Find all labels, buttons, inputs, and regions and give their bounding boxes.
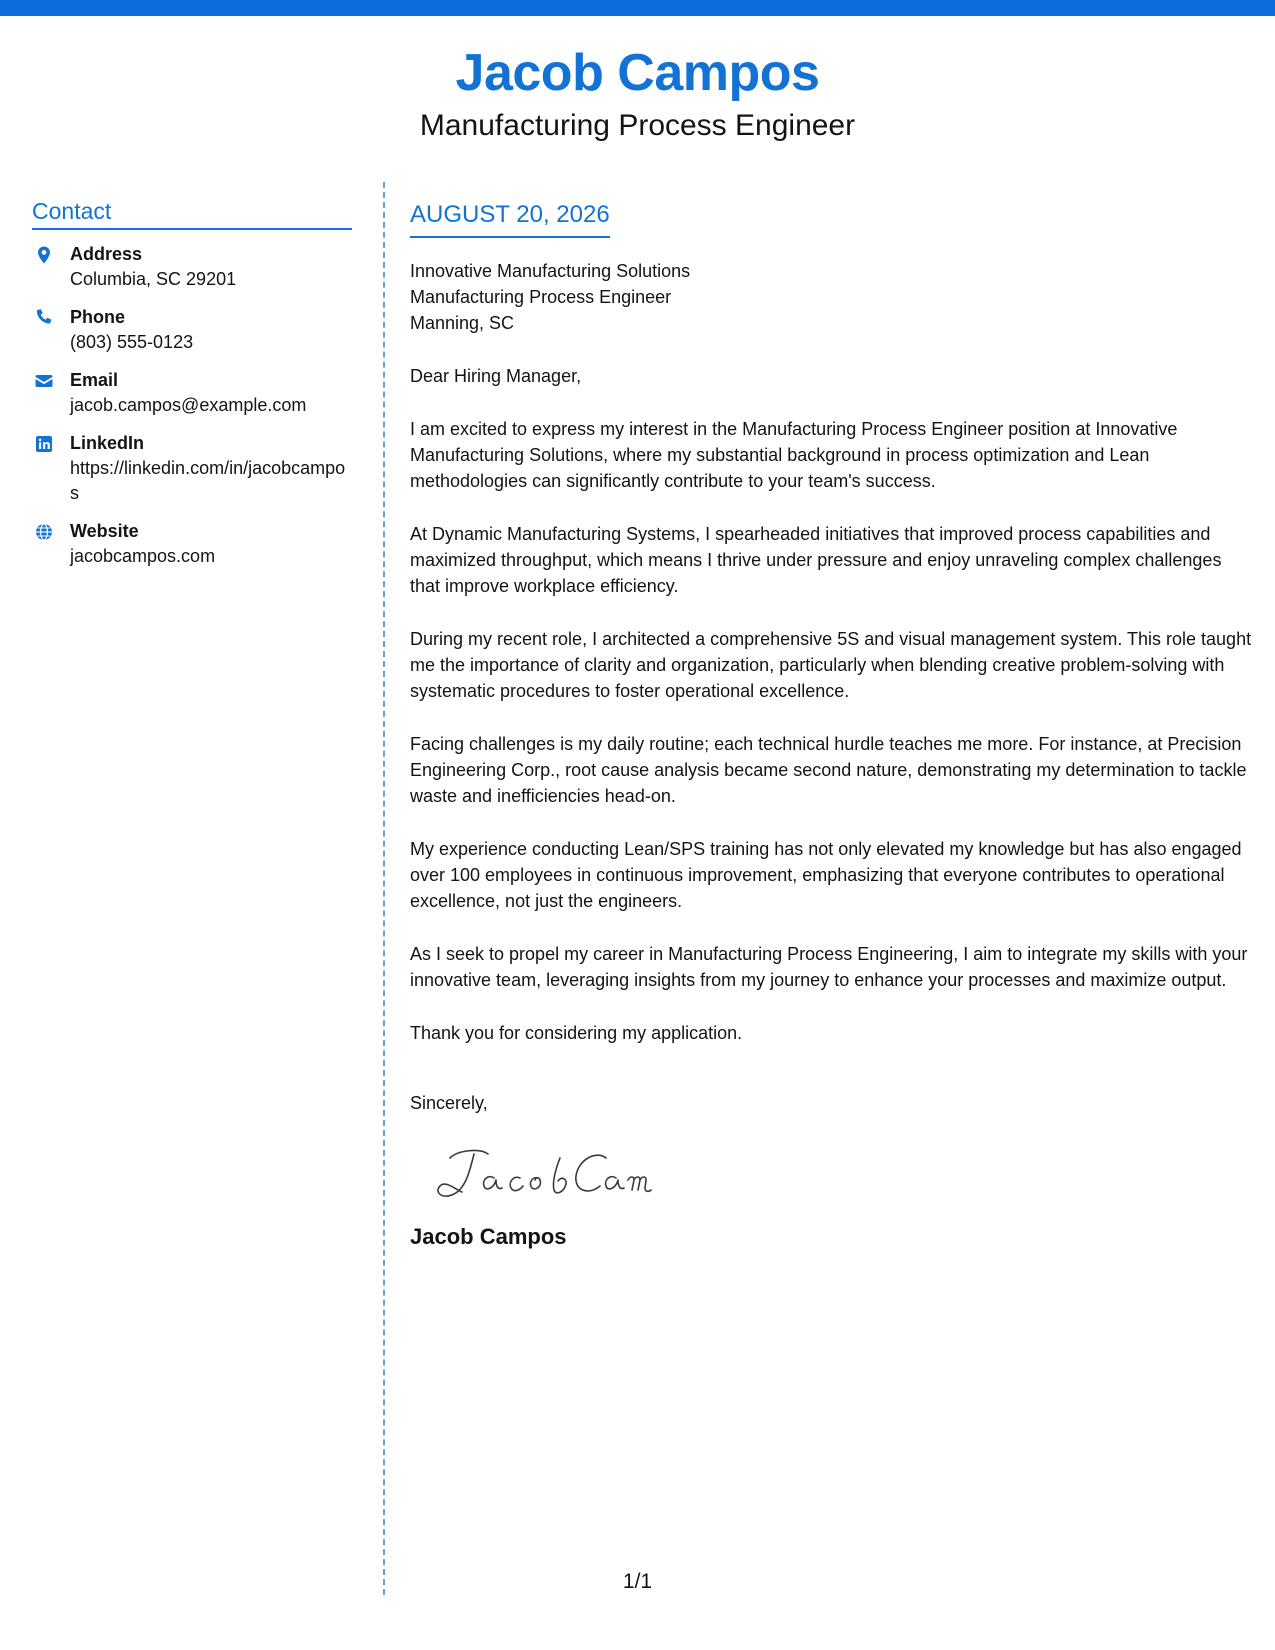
- signature: [410, 1136, 1255, 1216]
- contact-list: [32, 242, 352, 569]
- contact-label: Phone: [70, 307, 126, 327]
- signer-name: Jacob Campos: [410, 1224, 567, 1249]
- contact-item-linkedin: [32, 431, 352, 506]
- contact-value: jacob.campos@example.com: [70, 395, 307, 415]
- page-number: 1/1: [622, 1570, 653, 1593]
- contact-value: Columbia, SC 29201: [70, 269, 237, 289]
- contact-label: LinkedIn: [70, 433, 145, 453]
- contact-item-phone: [32, 305, 352, 355]
- letter-body: [410, 198, 1255, 1250]
- contact-item-email: [32, 368, 352, 418]
- top-accent-bar: [0, 0, 1275, 16]
- contact-item-address: [32, 242, 352, 292]
- contact-label: Email: [70, 370, 119, 390]
- body-paragraph: Thank you for considering my application.: [410, 1023, 743, 1043]
- signature-image: [410, 1136, 670, 1216]
- closing: Sincerely,: [410, 1093, 488, 1113]
- applicant-title: Manufacturing Process Engineer: [419, 109, 856, 142]
- globe-icon: [34, 522, 54, 542]
- contact-value: (803) 555-0123: [70, 332, 194, 352]
- body-paragraph: Facing challenges is my daily routine; each technical hurdle teaches me more. For instance, at Precision Engineering Corp., root cause analysis became second nature, demonstrating my determination to tackle waste and inefficiencies head-on.: [410, 734, 1247, 806]
- body-paragraph: As I seek to propel my career in Manufacturing Process Engineering, I aim to integrate my skills with your innovative team, leveraging insights from my journey to enhance your processes and maximize output.: [410, 944, 1248, 990]
- letter-header: [0, 40, 1275, 146]
- applicant-name: Jacob Campos: [455, 44, 820, 102]
- linkedin-icon: [34, 434, 54, 454]
- contact-value: https://linkedin.com/in/jacobcampos: [70, 458, 346, 503]
- body-paragraph: My experience conducting Lean/SPS training has not only elevated my knowledge but has also engaged over 100 employees in continuous improvement, emphasizing that everyone contributes to operational excellence, not just the engineers.: [410, 839, 1242, 911]
- contact-label: Website: [70, 521, 139, 541]
- email-icon: [34, 371, 54, 391]
- recipient-company: Innovative Manufacturing Solutions: [410, 261, 691, 281]
- recipient-location: Manning, SC: [410, 313, 515, 333]
- contact-value: jacobcampos.com: [70, 546, 216, 566]
- location-pin-icon: [34, 245, 54, 265]
- contact-sidebar: [32, 196, 352, 582]
- phone-icon: [34, 308, 54, 328]
- greeting: Dear Hiring Manager,: [410, 366, 582, 386]
- letter-date: AUGUST 20, 2026: [410, 198, 610, 238]
- recipient-position: Manufacturing Process Engineer: [410, 287, 672, 307]
- recipient-block: [410, 258, 1255, 336]
- column-divider: [383, 182, 385, 1595]
- body-paragraph: At Dynamic Manufacturing Systems, I spearheaded initiatives that improved process capabilities and maximized throughput, which means I thrive under pressure and enjoy unraveling complex challenges that improve workplace efficiency.: [410, 524, 1222, 596]
- contact-label: Address: [70, 244, 143, 264]
- contact-item-website: [32, 519, 352, 569]
- contact-heading: Contact: [32, 196, 352, 230]
- body-paragraph: I am excited to express my interest in the Manufacturing Process Engineer position at Innovative Manufacturing Solutions, where my substantial background in process optimization and Lean methodologies can significantly contribute to your team's success.: [410, 419, 1178, 491]
- body-paragraph: During my recent role, I architected a comprehensive 5S and visual management system. This role taught me the importance of clarity and organization, particularly when blending creative problem-solving with systematic procedures to foster operational excellence.: [410, 629, 1252, 701]
